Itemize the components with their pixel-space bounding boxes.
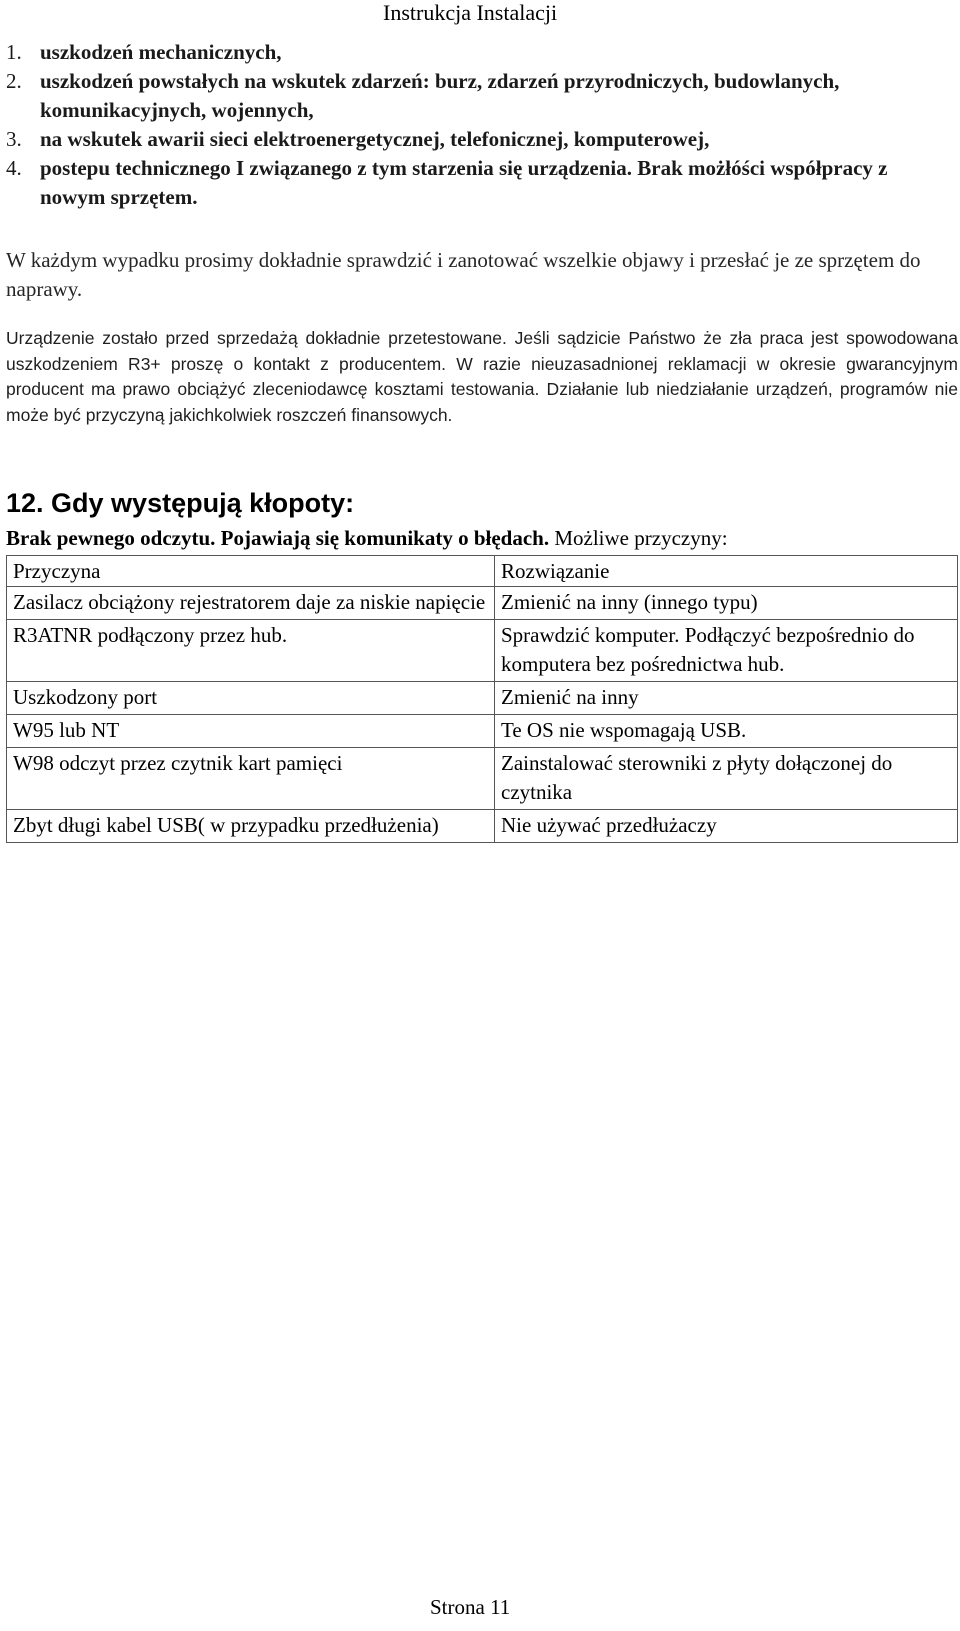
cause-cell: W98 odczyt przez czytnik kart pamięci xyxy=(7,748,495,810)
notice-paragraph: W każdym wypadku prosimy dokładnie sprawdzić i zanotować wszelkie objawy i przesłać je ze sprzętem do naprawy. xyxy=(6,248,921,301)
list-item xyxy=(6,154,906,212)
list-item-text: na wskutek awarii sieci elektroenergetycznej, telefonicznej, komputerowej, xyxy=(40,127,710,151)
table-row xyxy=(7,587,958,620)
list-item xyxy=(6,38,906,67)
column-header-solution: Rozwiązanie xyxy=(495,556,958,587)
list-item-number: 3. xyxy=(6,127,22,151)
table-row xyxy=(7,748,958,810)
testing-paragraph: Urządzenie zostało przed sprzedażą dokładnie przetestowane. Jeśli sądzicie Państwo że zła praca jest spowodowana uszkodzeniem R3+ proszę o kontakt z producentem. W razie nieuzasadnionej reklamacji w okresie gwarancyjnym producent ma prawo obciążyć zleceniodawcę kosztami testowania. Działanie lub niedziałanie urządzeń, programów nie może być przyczyną jakichkolwiek roszczeń finansowych. xyxy=(6,328,958,425)
cause-cell: W95 lub NT xyxy=(7,715,495,748)
column-header-cause: Przyczyna xyxy=(7,556,495,587)
solution-cell: Sprawdzić komputer. Podłączyć bezpośrednio do komputera bez pośrednictwa hub. xyxy=(495,620,958,682)
list-item-text: uszkodzeń powstałych na wskutek zdarzeń: burz, zdarzeń przyrodniczych, budowlanych, komunikacyjnych, wojennych, xyxy=(40,69,840,122)
solution-cell: Te OS nie wspomagają USB. xyxy=(495,715,958,748)
table-row xyxy=(7,810,958,843)
table-row xyxy=(7,620,958,682)
list-item-text: postepu technicznego I związanego z tym starzenia się urządzenia. Brak możłóści współpracy z nowym sprzętem. xyxy=(40,156,888,209)
cause-cell: R3ATNR podłączony przez hub. xyxy=(7,620,495,682)
list-item-number: 1. xyxy=(6,40,22,64)
solution-cell: Zmienić na inny (innego typu) xyxy=(495,587,958,620)
troubleshooting-table xyxy=(6,555,958,843)
solution-cell: Zmienić na inny xyxy=(495,682,958,715)
list-item-number: 2. xyxy=(6,69,22,93)
section-intro-bold: Brak pewnego odczytu. Pojawiają się komunikaty o błędach. xyxy=(6,526,550,550)
solution-cell: Zainstalować sterowniki z płyty dołączonej do czytnika xyxy=(495,748,958,810)
list-item xyxy=(6,67,906,125)
solution-cell: Nie używać przedłużaczy xyxy=(495,810,958,843)
document-header-title: Instrukcja Instalacji xyxy=(383,0,558,25)
table-row xyxy=(7,715,958,748)
list-item xyxy=(6,125,906,154)
section-intro-rest: Możliwe przyczyny: xyxy=(549,526,728,550)
exclusions-list xyxy=(6,38,906,212)
section-intro xyxy=(6,526,728,551)
list-item-text: uszkodzeń mechanicznych, xyxy=(40,40,282,64)
list-item-number: 4. xyxy=(6,156,22,180)
cause-cell: Zbyt długi kabel USB( w przypadku przedłużenia) xyxy=(7,810,495,843)
page-number: Strona 11 xyxy=(430,1595,511,1619)
table-row xyxy=(7,682,958,715)
cause-cell: Zasilacz obciążony rejestratorem daje za niskie napięcie xyxy=(7,587,495,620)
section-heading: 12. Gdy występują kłopoty: xyxy=(6,488,355,518)
cause-cell: Uszkodzony port xyxy=(7,682,495,715)
table-header-row xyxy=(7,556,958,587)
